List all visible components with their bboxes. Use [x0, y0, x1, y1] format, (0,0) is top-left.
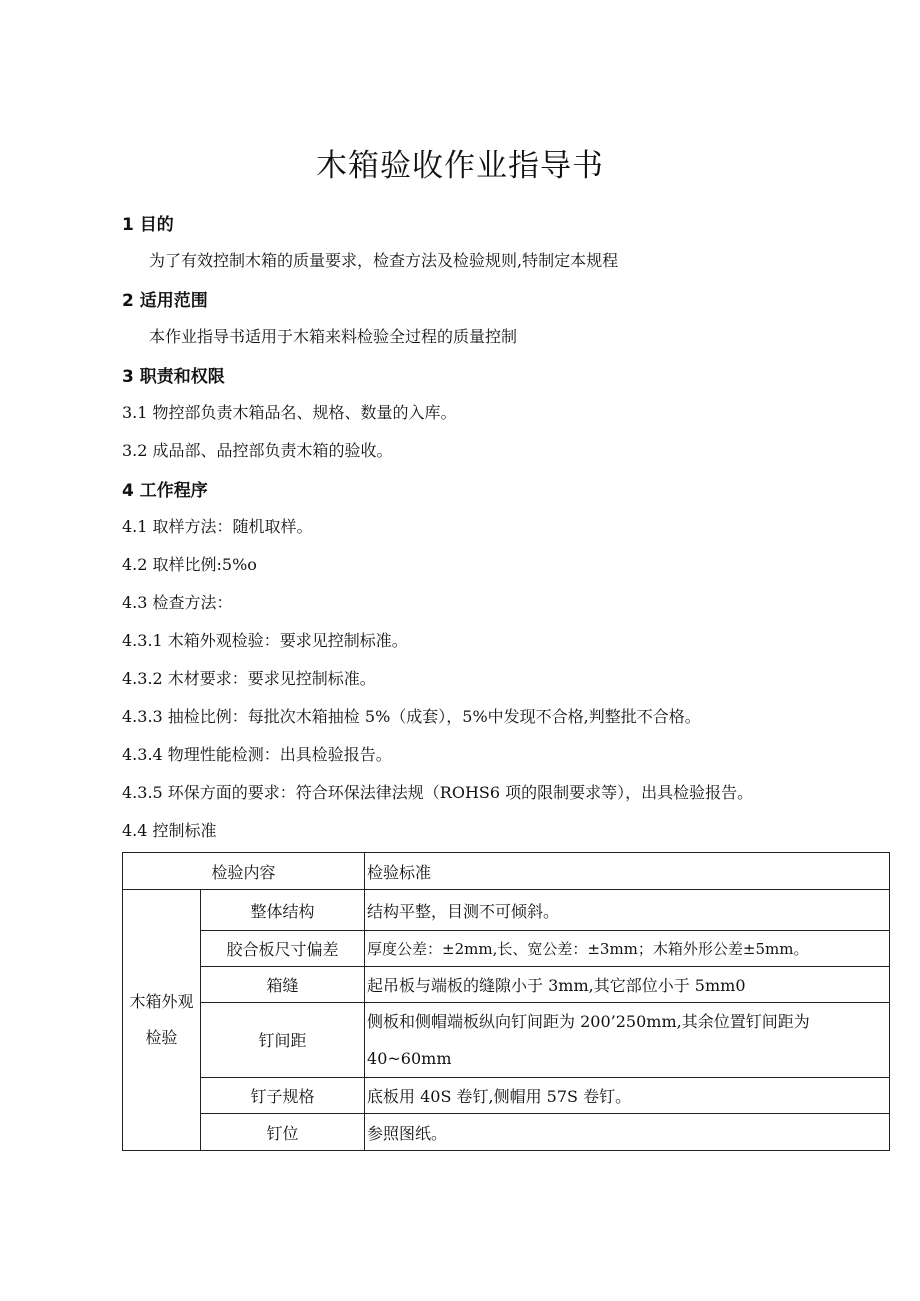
section-1-heading: 1 目的 — [122, 215, 174, 235]
item-cell: 箱缝 — [201, 967, 365, 1003]
item-cell: 胶合板尺寸偏差 — [201, 931, 365, 967]
table-row — [123, 931, 890, 967]
standard-cell: 参照图纸。 — [365, 1114, 890, 1151]
group-label-line: 木箱外观 — [129, 992, 194, 1011]
item-cell: 钉间距 — [201, 1003, 365, 1078]
section-4-item: 4.3.5 环保方面的要求：符合环保法律法规（ROHS6 项的限制要求等），出具检验报告。 — [122, 783, 754, 802]
standard-cell: 起吊板与端板的缝隙小于 3mm,其它部位小于 5mm0 — [365, 967, 890, 1003]
section-3-item: 3.2 成品部、品控部负责木箱的验收。 — [122, 441, 393, 460]
header-inspection-standard: 检验标准 — [365, 853, 890, 890]
standard-cell: 厚度公差：±2mm,长、宽公差：±3mm；木箱外形公差±5mm。 — [365, 931, 890, 967]
item-cell: 整体结构 — [201, 890, 365, 931]
group-label-cell — [123, 890, 201, 1151]
standard-cell: 结构平整，目测不可倾斜。 — [365, 890, 890, 931]
table-header-row — [123, 853, 890, 890]
table-row — [123, 967, 890, 1003]
table-row — [123, 890, 890, 931]
section-4-item: 4.3.4 物理性能检测：出具检验报告。 — [122, 745, 392, 764]
document-title: 木箱验收作业指导书 — [316, 148, 604, 184]
section-4-item: 4.4 控制标准 — [122, 821, 217, 840]
section-4-item: 4.3.1 木箱外观检验：要求见控制标准。 — [122, 631, 408, 650]
group-label-line: 检验 — [145, 1028, 178, 1047]
control-standard-table — [122, 852, 890, 1151]
section-2-text: 本作业指导书适用于木箱来料检验全过程的质量控制 — [149, 327, 518, 346]
table-row — [123, 1114, 890, 1151]
standard-cell: 底板用 40S 卷钉,侧帽用 57S 卷钉。 — [365, 1078, 890, 1114]
section-4-item: 4.3.3 抽检比例：每批次木箱抽检 5%（成套），5%中发现不合格,判整批不合格。 — [122, 707, 701, 726]
section-2-heading: 2 适用范围 — [122, 291, 208, 311]
standard-cell: 侧板和侧帽端板纵向钉间距为 200’250mm,其余位置钉间距为 40~60mm — [365, 1003, 890, 1078]
section-4-item: 4.3.2 木材要求：要求见控制标准。 — [122, 669, 376, 688]
section-4-item: 4.1 取样方法：随机取样。 — [122, 517, 313, 536]
item-cell: 钉子规格 — [201, 1078, 365, 1114]
section-3-item: 3.1 物控部负责木箱品名、规格、数量的入库。 — [122, 403, 457, 422]
section-4-item: 4.3 检查方法： — [122, 593, 233, 612]
table-row — [123, 1078, 890, 1114]
section-3-heading: 3 职责和权限 — [122, 367, 225, 387]
item-cell: 钉位 — [201, 1114, 365, 1151]
table-row — [123, 1003, 890, 1078]
section-4-item: 4.2 取样比例:5%o — [122, 555, 257, 574]
section-4-heading: 4 工作程序 — [122, 481, 208, 501]
header-inspection-content: 检验内容 — [123, 853, 365, 890]
section-1-text: 为了有效控制木箱的质量要求，检查方法及检验规则,特制定本规程 — [149, 251, 619, 270]
